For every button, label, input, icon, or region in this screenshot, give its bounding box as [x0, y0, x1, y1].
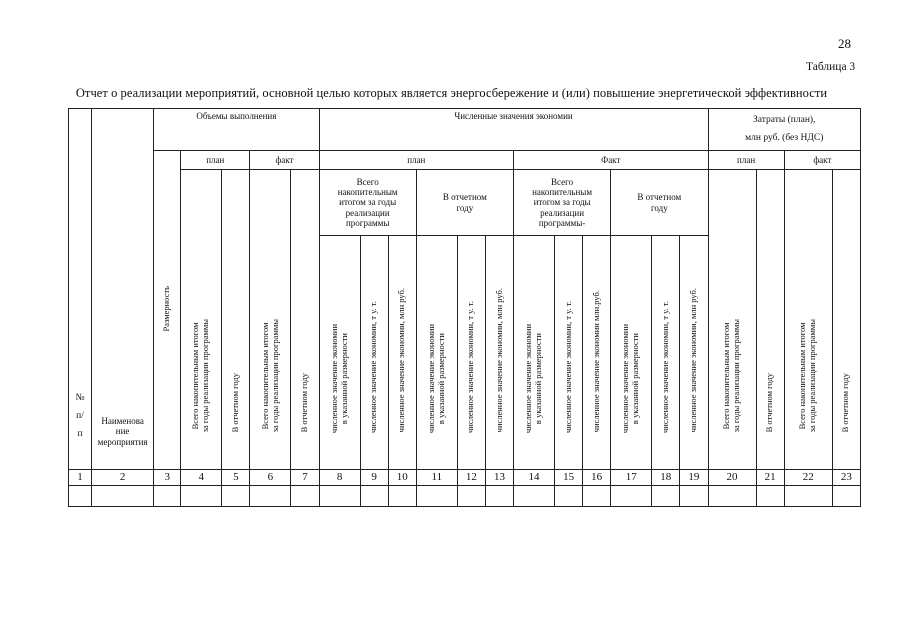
column-number: 14	[513, 470, 554, 486]
table-cell	[154, 486, 181, 507]
column-number: 20	[708, 470, 756, 486]
table-cell	[250, 486, 291, 507]
volumes-fact-header: факт	[250, 151, 319, 170]
col15-header: численное значение экономии, т у. т.	[555, 236, 583, 470]
table-cell	[513, 486, 554, 507]
cumulative-plan-header: Всего накопительным итогом за годы реализации программы	[319, 170, 416, 236]
column-number: 6	[250, 470, 291, 486]
column-number: 9	[360, 470, 388, 486]
table-cell	[611, 486, 652, 507]
reporting-year-plan-header: В отчетном году	[416, 170, 513, 236]
volumes-plan-header: план	[181, 151, 250, 170]
column-number: 12	[457, 470, 485, 486]
column-number: 13	[485, 470, 513, 486]
column-number: 10	[388, 470, 416, 486]
table-cell	[69, 486, 92, 507]
column-number: 4	[181, 470, 222, 486]
table-cell	[181, 486, 222, 507]
document-title: Отчет о реализации мероприятий, основной целью которых является энергосбережение и (или) повышение энергетической эффективности	[75, 86, 828, 100]
savings-fact-header: Факт	[513, 151, 708, 170]
unit-header: Размерность	[154, 151, 181, 470]
table-cell	[360, 486, 388, 507]
column-number: 2	[92, 470, 154, 486]
table-cell	[388, 486, 416, 507]
table-cell	[583, 486, 611, 507]
col8-header: численное значение экономии в указанной размерности	[319, 236, 360, 470]
table-cell	[784, 486, 832, 507]
table-cell	[416, 486, 457, 507]
table-cell	[222, 486, 250, 507]
table-cell	[555, 486, 583, 507]
column-number: 15	[555, 470, 583, 486]
column-number: 17	[611, 470, 652, 486]
col20-header: Всего накопительным итогом за годы реализации программы	[708, 170, 756, 470]
col22-header: Всего накопительным итогом за годы реализации программы	[784, 170, 832, 470]
table-label: Таблица 3	[806, 61, 856, 73]
table-cell	[756, 486, 784, 507]
savings-header: Численные значения экономии	[319, 109, 708, 151]
col4-header: Всего накопительным итогом за годы реализации программы	[181, 170, 222, 470]
table-cell	[319, 486, 360, 507]
col6-header: Всего накопительным итогом за годы реализации программы	[250, 170, 291, 470]
column-number: 8	[319, 470, 360, 486]
savings-plan-header: план	[319, 151, 513, 170]
column-number: 19	[680, 470, 708, 486]
costs-plan-header: план	[708, 151, 784, 170]
column-number: 21	[756, 470, 784, 486]
col7-header: В отчетном году	[291, 170, 319, 470]
column-number: 1	[69, 470, 92, 486]
col16-header: численное значение экономии млн.руб.	[583, 236, 611, 470]
col21-header: В отчетном году	[756, 170, 784, 470]
column-number: 11	[416, 470, 457, 486]
table-cell	[485, 486, 513, 507]
table-cell	[832, 486, 860, 507]
col5-header: В отчетном году	[222, 170, 250, 470]
table-cell	[652, 486, 680, 507]
column-number: 7	[291, 470, 319, 486]
col19-header: численное значение экономии, млн руб.	[680, 236, 708, 470]
costs-header: Затраты (план), млн руб. (без НДС)	[708, 109, 861, 151]
col13-header: численное значение экономии, млн руб.	[485, 236, 513, 470]
row-number-header: № п/ п	[69, 109, 92, 470]
col10-header: численное значение экономии, млн руб.	[388, 236, 416, 470]
volumes-header: Объемы выполнения	[154, 109, 319, 151]
col17-header: численное значение экономии в указанной размерности	[611, 236, 652, 470]
col12-header: численное значение экономии, т у. т.	[457, 236, 485, 470]
column-number: 23	[832, 470, 860, 486]
col18-header: численное значение экономии, т у. т.	[652, 236, 680, 470]
col23-header: В отчетном году	[832, 170, 860, 470]
costs-fact-header: факт	[784, 151, 860, 170]
event-name-header: Наименова ние мероприятия	[92, 109, 154, 470]
report-table	[68, 108, 861, 507]
reporting-year-fact-header: В отчетном году	[611, 170, 708, 236]
column-number: 5	[222, 470, 250, 486]
col11-header: численное значение экономии в указанной размерности	[416, 236, 457, 470]
column-number: 3	[154, 470, 181, 486]
table-cell	[680, 486, 708, 507]
table-cell	[457, 486, 485, 507]
table-cell	[92, 486, 154, 507]
column-number: 22	[784, 470, 832, 486]
table-cell	[708, 486, 756, 507]
cumulative-fact-header: Всего накопительным итогом за годы реализации программы-	[513, 170, 610, 236]
page-number: 28	[838, 36, 851, 51]
column-number: 18	[652, 470, 680, 486]
table-cell	[291, 486, 319, 507]
col14-header: численное значение экономии в указанной размерности	[513, 236, 554, 470]
column-number: 16	[583, 470, 611, 486]
col9-header: численное значение экономии, т у. т.	[360, 236, 388, 470]
